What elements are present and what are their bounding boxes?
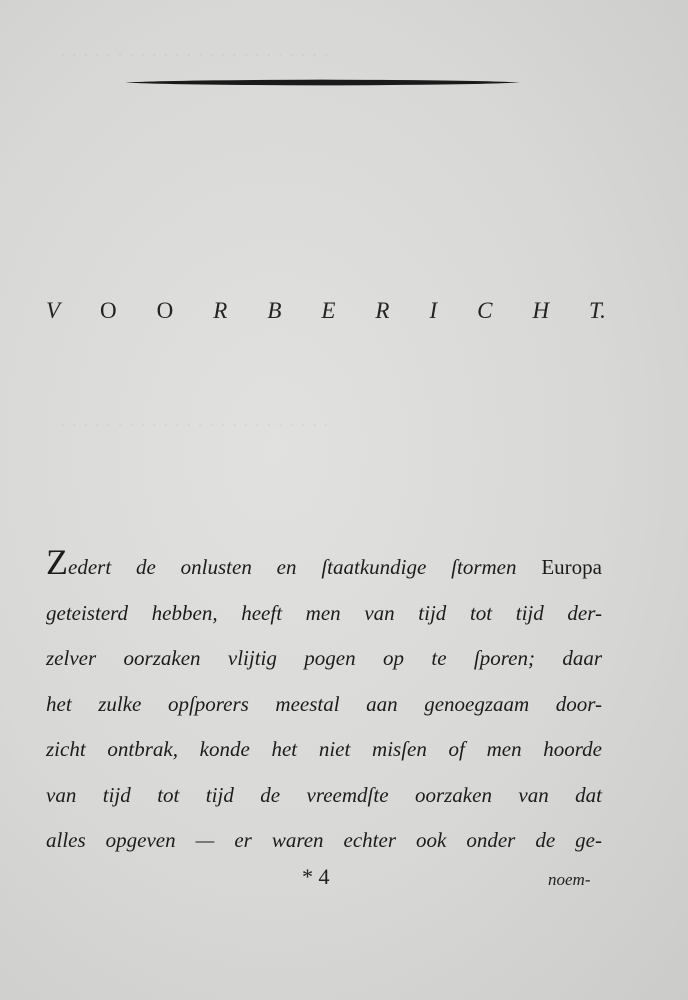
heading-letter: I	[429, 298, 438, 323]
heading-letter: V	[46, 298, 61, 323]
heading-letter: H	[532, 298, 550, 323]
text-line-5: zicht ontbrak, konde het niet misſen of men hoorde	[46, 737, 602, 761]
text-line-7: alles opgeven — er waren echter ook onder de ge-	[46, 828, 602, 852]
tapered-rule-ornament	[125, 79, 520, 86]
upright-word: Europa	[541, 555, 602, 579]
heading-letter: O	[100, 298, 117, 323]
heading-letter: R	[213, 298, 228, 323]
drop-cap: Z	[46, 542, 68, 582]
body-paragraph	[46, 542, 602, 864]
show-through-ghost-text: . . . . . . . . . . . . . . . . . . . . . . . .	[60, 410, 329, 431]
text-line-6: van tijd tot tijd de vreemdſte oorzaken van dat	[46, 782, 602, 807]
text-line-4: het zulke opſporers meestal aan genoegzaam door-	[46, 691, 602, 716]
heading-letter: O	[156, 298, 174, 323]
show-through-ghost-text: . . . . . . . . . . . . . . . . . . . . . . . .	[60, 40, 329, 61]
heading-letter: R	[375, 298, 390, 323]
heading-letter: C	[477, 298, 493, 323]
text-line-1	[46, 542, 602, 591]
signature-mark: * 4	[302, 864, 330, 889]
text-line-3: zelver oorzaken vlijtig pogen op te ſporen; daar	[46, 646, 602, 670]
text-line-2: geteisterd hebben, heeft men van tijd tot tijd der-	[46, 600, 602, 625]
page-heading	[46, 298, 606, 324]
heading-letter: B	[267, 298, 282, 323]
heading-letter: T.	[589, 298, 606, 323]
heading-letter: E	[321, 298, 336, 323]
catchword: noem-	[548, 870, 591, 889]
text-line-1-content: edert de onlusten en ſtaatkundige ſtormen Europa	[68, 555, 602, 579]
